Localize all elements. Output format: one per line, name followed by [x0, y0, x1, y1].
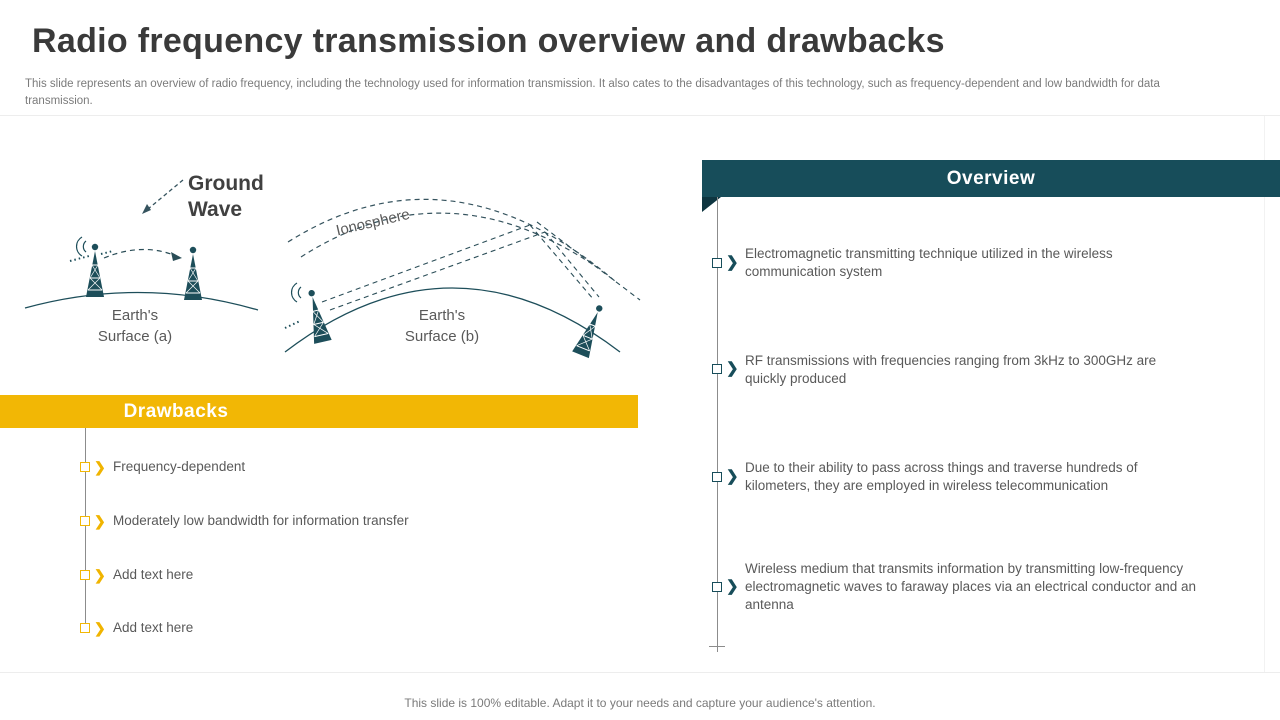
- drawbacks-item: Add text here: [113, 567, 194, 582]
- ground-wave-arrow-line: [148, 180, 183, 209]
- chevron-right-icon: ❯: [94, 513, 106, 529]
- signal-waves-icon-b: [292, 283, 301, 302]
- radio-tower-a2: [184, 247, 202, 300]
- bullet-square-icon: [80, 623, 90, 633]
- radio-tower-b-transmitter: [302, 288, 332, 344]
- drawbacks-header-label: Drawbacks: [123, 401, 229, 422]
- overview-item: Wireless medium that transmits information by transmitting low-frequency electromagnetic waves to faraway places via an electrical conductor and an antenna: [745, 561, 1196, 612]
- skywave-rays-down: [530, 225, 599, 300]
- drawbacks-item: Add text here: [113, 620, 194, 635]
- ground-wave-path-arrowhead: [171, 252, 182, 261]
- earth-surface-a-label-line2: Surface (a): [97, 328, 173, 345]
- ground-wave-arrowhead: [142, 204, 151, 214]
- bullet-square-icon: [80, 462, 90, 472]
- overview-item: RF transmissions with frequencies ranging from 3kHz to 300GHz are quickly produced: [745, 353, 1157, 386]
- chevron-right-icon: ❯: [726, 360, 739, 377]
- bullet-square-icon: [712, 258, 722, 268]
- ionosphere-label: Ionosphere: [334, 205, 412, 240]
- footer-divider: [0, 672, 1280, 673]
- footer-note: This slide is 100% editable. Adapt it to your needs and capture your audience's attention.: [404, 696, 876, 710]
- content-frame-right: [1264, 116, 1265, 672]
- overview-ribbon-fold: [702, 197, 721, 212]
- dotted-signal-a: [70, 251, 113, 261]
- chevron-right-icon: ❯: [726, 468, 739, 485]
- slide-subtitle: This slide represents an overview of radio frequency, including the technology used for information transmission. It also cates to the disadvantages of this technology, such as frequency-dependent and low bandwidth for data transmission.: [25, 78, 1160, 107]
- skywave-rays-up: [322, 225, 545, 310]
- bullet-square-icon: [712, 582, 722, 592]
- dotted-signal-b: [285, 321, 300, 328]
- radio-propagation-diagram: [0, 130, 660, 390]
- bullet-square-icon: [712, 364, 722, 374]
- overview-item: Electromagnetic transmitting technique utilized in the wireless communication system: [745, 246, 1113, 279]
- overview-timeline-endcap: [709, 646, 725, 647]
- earth-surface-a-label-line1: Earth's: [111, 307, 159, 324]
- earth-surface-b-label-line2: Surface (b): [404, 328, 480, 345]
- overview-item: Due to their ability to pass across things and traverse hundreds of kilometers, they are employed in wireless telecommunication: [745, 460, 1138, 493]
- ground-wave-label-line1: Ground: [188, 172, 264, 195]
- radio-tower-a1: [86, 244, 104, 297]
- ionosphere-arc-outer: [288, 199, 616, 282]
- page-title: Radio frequency transmission overview and drawbacks: [32, 22, 945, 60]
- chevron-right-icon: ❯: [726, 254, 739, 271]
- chevron-right-icon: ❯: [94, 567, 106, 583]
- skywave-ray-passthrough: [537, 222, 640, 300]
- chevron-right-icon: ❯: [726, 578, 739, 595]
- header-divider: [0, 115, 1280, 116]
- overview-header-bar: [702, 160, 1280, 197]
- earth-surface-b-label-line1: Earth's: [418, 307, 466, 324]
- bullet-square-icon: [712, 472, 722, 482]
- ground-wave-path-arc: [104, 249, 176, 258]
- chevron-right-icon: ❯: [94, 459, 106, 475]
- bullet-square-icon: [80, 516, 90, 526]
- radio-tower-b-receiver: [572, 302, 609, 358]
- bullet-square-icon: [80, 570, 90, 580]
- drawbacks-timeline: [85, 428, 86, 628]
- overview-header-label: Overview: [946, 168, 1036, 189]
- drawbacks-item: Moderately low bandwidth for information transfer: [113, 513, 409, 528]
- signal-waves-icon-a1: [77, 237, 86, 256]
- chevron-right-icon: ❯: [94, 620, 106, 636]
- drawbacks-item: Frequency-dependent: [113, 459, 246, 474]
- drawbacks-header-bar: [0, 395, 638, 428]
- ground-wave-label-line2: Wave: [188, 198, 243, 221]
